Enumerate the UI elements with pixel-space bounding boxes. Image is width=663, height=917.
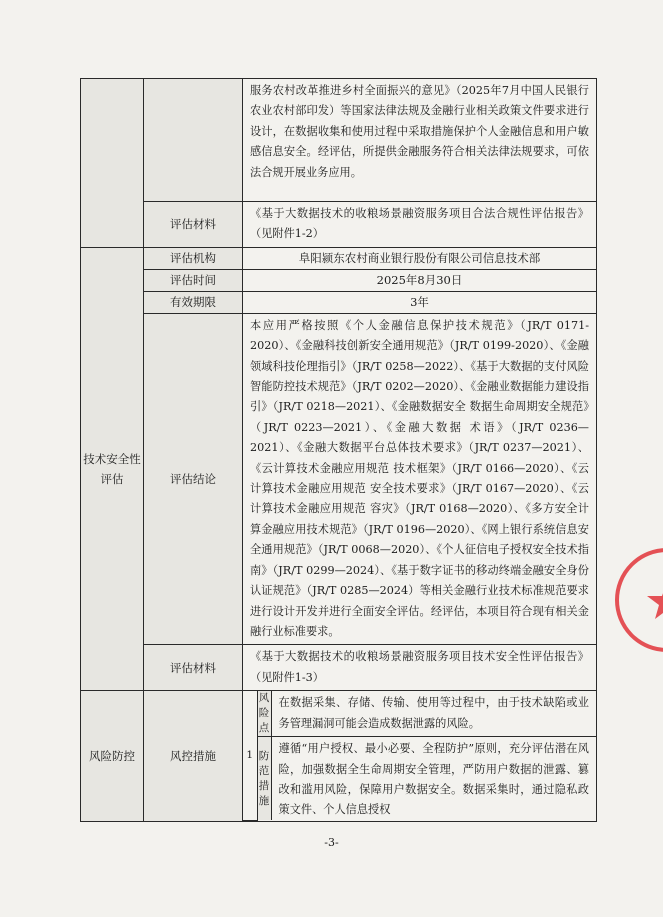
tech-materials-cell [243,645,597,691]
legal-conclusion-row [81,79,597,202]
legal-conclusion-cell [243,79,597,202]
legal-materials-row [81,202,597,248]
legal-materials-label: 评估材料 [144,202,243,248]
legal-conclusion-text: 服务农村改革推进乡村全面振兴的意见》（2025年7月中国人民银行 农业农村部印发）等国家法律法规及金融行业相关政策文件要求进行设计，在数据收集和使用过程中采取措施保护个人金融信息和用户敏感信息安全。经评估，所提供金融服务符合相关法律法规要求，可依法合规开展业务应用。 [250,84,589,179]
prevention-label-text: 防范措施 [258,749,270,807]
tech-org-label: 评估机构 [144,247,243,269]
tech-conclusion-row [81,313,597,645]
tech-org-value: 阜阳颍东农村商业银行股份有限公司信息技术部 [243,247,597,269]
tech-org-row [81,247,597,269]
tech-conclusion-text: 本应用严格按照《个人金融信息保护技术规范》（JR/T 0171-2020）、《金融科技创新安全通用规范》（JR/T 0199-2020）、《金融领域科技伦理指引》（JR/T 0258—2022）、《基于大数据的支付风险智能防控技术规范》（JR/T 0202—2020）、《金融业数据能力建设指引》（JR/T 0218—2021）、《金融数据安全 数据生命周期安全规范》（JR/T 0223—2021）、《金融大数据 术语》（JR/T 0236—2021）、《金融大数据平台总体技术要求》（JR/T 0237—2021）、《云计算技术金融应用规范 技术框架》（JR/T 0166—2020）、《云计算技术金融应用规范 安全技术要求》（JR/T 0167—2020）、《云计算技术金融应用规范 容灾》（JR/T 0168—2020）、《多方安全计算金融应用技术规范》（JR/T 0196—2020）、《网上银行系统信息安全通用规范》（JR/T 0068—2020）、《个人征信电子授权安全技术指南》（JR/T 0299—2024）、《基于数字证书的移动终端金融安全身份认证规范》（JR/T 0285—2024）等相关金融行业技术标准规范要求进行设计开发并进行全面安全评估。经评估，本项目符合现有相关金融行业标准要求。 [250,318,589,638]
tech-materials-text: 《基于大数据技术的收粮场景融资服务项目技术安全性评估报告》（见附件1-3） [250,650,589,684]
risk-measures-label: 风控措施 [144,691,243,822]
risk-category-label: 风险防控 [89,748,135,763]
tech-time-row [81,269,597,291]
prevention-label [257,737,271,821]
prevention-cell [271,737,596,821]
risk-point-label [257,691,271,737]
risk-point-text: 在数据采集、存储、传输、使用等过程中，由于技术缺陷或业务管理漏洞可能会造成数据泄露的风险。 [278,696,589,730]
tech-materials-row [81,645,597,691]
risk-point-cell [271,691,596,737]
tech-time-label: 评估时间 [144,269,243,291]
tech-conclusion-label: 评估结论 [144,313,243,645]
tech-validity-row [81,291,597,313]
legal-conclusion-label-cell [144,79,243,202]
tech-validity-value: 3年 [243,291,597,313]
risk-measures-cell [243,691,597,822]
legal-materials-text: 《基于大数据技术的收粮场景融资服务项目合法合规性评估报告》（见附件1-2） [250,207,589,241]
risk-item-number: 1 [243,691,257,820]
prevention-row [243,737,596,821]
risk-measures-table [243,691,596,821]
tech-materials-label: 评估材料 [144,645,243,691]
assessment-table [80,78,597,822]
tech-time-value: 2025年8月30日 [243,269,597,291]
seal-star-icon [647,582,663,619]
official-seal-stamp [612,545,663,655]
legal-materials-cell [243,202,597,248]
risk-point-label-text: 风险点 [258,692,270,735]
tech-conclusion-cell [243,313,597,645]
risk-row [81,691,597,822]
prevention-text: 遵循“用户授权、最小必要、全程防护”原则，充分评估潜在风险，加强数据全生命周期安全管理，严防用户数据的泄露、篡改和滥用风险，保障用户数据安全。数据采集时，通过隐私政策文件、个人信息授权 [278,742,589,817]
page-number: -3- [324,836,339,849]
legal-category-cell [81,79,144,248]
tech-category-cell [81,247,144,690]
risk-point-row [243,691,596,737]
risk-category-cell [81,691,144,822]
tech-category-label: 技术安全性评估 [83,451,141,486]
tech-validity-label: 有效期限 [144,291,243,313]
